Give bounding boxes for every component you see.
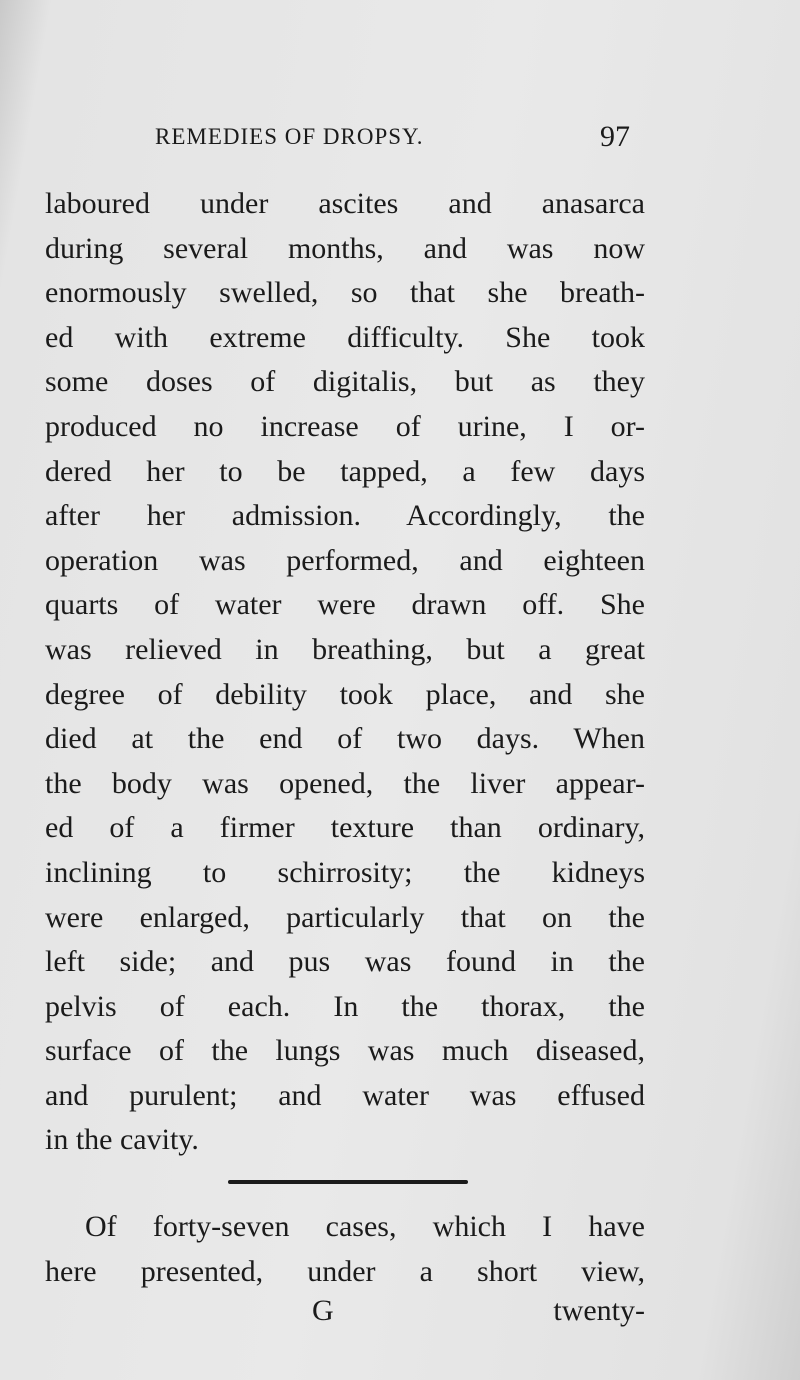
running-header [150,120,630,156]
text-line: produced no increase of urine, I or- [45,409,645,443]
text-line: Of forty-seven cases, which I have [85,1210,645,1243]
second-paragraph [45,1204,645,1294]
text-line: after her admission. Accordingly, the [45,499,645,533]
running-title: REMEDIES OF DROPSY. [155,124,424,149]
text-line: was relieved in breathing, but a great [45,632,645,666]
text-line: surface of the lungs was much diseased, [45,1034,645,1068]
text-line: here presented, under a short view, [45,1255,645,1288]
section-divider [228,1180,468,1184]
text-line: and purulent; and water was effused [45,1078,645,1112]
text-line: degree of debility took place, and she [45,677,645,711]
text-line: some doses of digitalis, but as they [45,365,645,399]
text-line: left side; and pus was found in the [45,945,645,979]
text-line: operation was performed, and eighteen [45,543,645,577]
text-line: in the cavity. [45,1123,199,1157]
text-line: ed of a firmer texture than ordinary, [45,811,645,845]
text-line: pelvis of each. In the thorax, the [45,989,645,1023]
text-line: dered her to be tapped, a few days [45,454,645,488]
page-footer [45,1294,645,1339]
signature-mark: G [312,1294,334,1327]
text-line: died at the end of two days. When [45,722,645,756]
catchword: twenty- [553,1294,645,1327]
text-line: were enlarged, particularly that on the [45,900,645,934]
text-line: quarts of water were drawn off. She [45,588,645,622]
text-line: ed with extreme difficulty. She took [45,320,645,354]
text-line: the body was opened, the liver appear- [45,766,645,800]
text-line: inclining to schirrosity; the kidneys [45,855,645,889]
text-line: laboured under ascites and anasarca [45,187,645,220]
text-line: enormously swelled, so that she breath- [45,276,645,310]
body-paragraph [45,182,645,1163]
page-number: 97 [600,120,630,153]
text-line: during several months, and was now [45,231,645,265]
